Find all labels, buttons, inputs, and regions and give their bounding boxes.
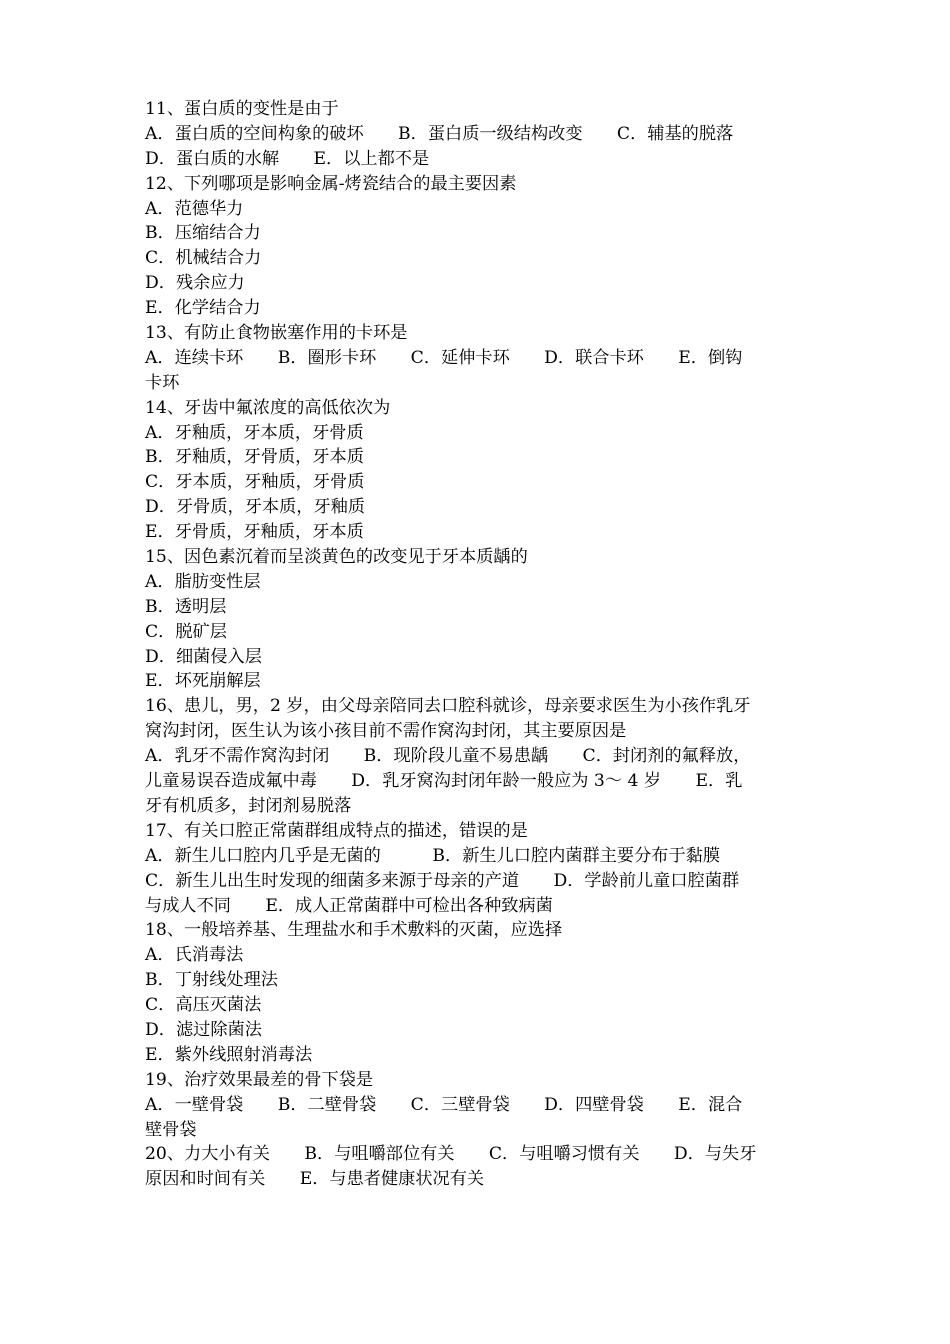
text-line: B．牙釉质，牙骨质，牙本质 — [145, 447, 364, 468]
document-page — [145, 97, 810, 1192]
text-line: C．高压灭菌法 — [145, 995, 262, 1016]
text-line: 18、一般培养基、生理盐水和手术敷料的灭菌，应选择 — [145, 920, 563, 941]
text-line: 14、牙齿中氟浓度的高低依次为 — [145, 397, 391, 418]
text-line: B．压缩结合力 — [145, 223, 261, 244]
text-line: A．氏消毒法 — [145, 945, 244, 966]
text-line: E．坏死崩解层 — [145, 671, 261, 692]
text-line: 19、治疗效果最差的骨下袋是 — [145, 1069, 374, 1090]
text-line: A．一壁骨袋 B．二壁骨袋 C．三壁骨袋 D．四壁骨袋 E．混合 — [145, 1094, 743, 1115]
text-line: A．蛋白质的空间构象的破坏 B．蛋白质一级结构改变 C．辅基的脱落 — [145, 123, 734, 144]
text-line: D．残余应力 — [145, 273, 245, 294]
text-line: 窝沟封闭，医生认为该小孩目前不需作窝沟封闭，其主要原因是 — [145, 721, 627, 742]
text-line: 17、有关口腔正常菌群组成特点的描述，错误的是 — [145, 820, 528, 841]
text-line: C．牙本质，牙釉质，牙骨质 — [145, 472, 365, 493]
text-line: E．化学结合力 — [145, 298, 261, 319]
text-line: 13、有防止食物嵌塞作用的卡环是 — [145, 323, 408, 344]
text-line: 11、蛋白质的变性是由于 — [145, 99, 339, 119]
text-line: C．机械结合力 — [145, 248, 262, 269]
text-line: 牙有机质多，封闭剂易脱落 — [145, 795, 352, 816]
text-line: B．丁射线处理法 — [145, 970, 278, 991]
text-line: 卡环 — [145, 372, 180, 393]
text-line: 儿童易误吞造成氟中毒 D．乳牙窝沟封闭年龄一般应为 3～ 4 岁 E．乳 — [145, 771, 743, 792]
text-line: C．脱矿层 — [145, 621, 227, 642]
text-line: 与成人不同 E．成人正常菌群中可检出各种致病菌 — [145, 895, 553, 916]
text-line: A．连续卡环 B．圈形卡环 C．延伸卡环 D．联合卡环 E．倒钩 — [145, 347, 743, 368]
text-line: A．范德华力 — [145, 198, 244, 219]
text-line: 壁骨袋 — [145, 1119, 197, 1140]
text-line: 12、下列哪项是影响金属-烤瓷结合的最主要因素 — [145, 173, 517, 194]
text-line: E．紫外线照射消毒法 — [145, 1044, 313, 1065]
text-line: C．新生儿出生时发现的细菌多来源于母亲的产道 D．学龄前儿童口腔菌群 — [145, 870, 740, 891]
text-line: 16、患儿，男，2 岁，由父母亲陪同去口腔科就诊，母亲要求医生为小孩作乳牙 — [145, 696, 751, 717]
text-line: D．牙骨质，牙本质，牙釉质 — [145, 497, 366, 518]
text-line: D．蛋白质的水解 E．以上都不是 — [145, 148, 430, 169]
text-line: D．细菌侵入层 — [145, 646, 262, 667]
text-line: 原因和时间有关 E．与患者健康状况有关 — [145, 1169, 485, 1190]
text-line: D．滤过除菌法 — [145, 1019, 262, 1040]
text-line: A．牙釉质，牙本质，牙骨质 — [145, 422, 364, 443]
text-line: 15、因色素沉着而呈淡黄色的改变见于牙本质龋的 — [145, 547, 528, 568]
text-line: A．脂肪变性层 — [145, 571, 261, 592]
text-line: A．乳牙不需作窝沟封闭 B．现阶段儿童不易患龋 C．封闭剂的氟释放， — [145, 746, 751, 767]
text-line: E．牙骨质，牙釉质，牙本质 — [145, 522, 364, 543]
text-line: 20、力大小有关 B．与咀嚼部位有关 C．与咀嚼习惯有关 D．与失牙 — [145, 1144, 757, 1165]
text-line: B．透明层 — [145, 596, 227, 617]
text-line: A．新生儿口腔内几乎是无菌的 B．新生儿口腔内菌群主要分布于黏膜 — [145, 845, 721, 866]
